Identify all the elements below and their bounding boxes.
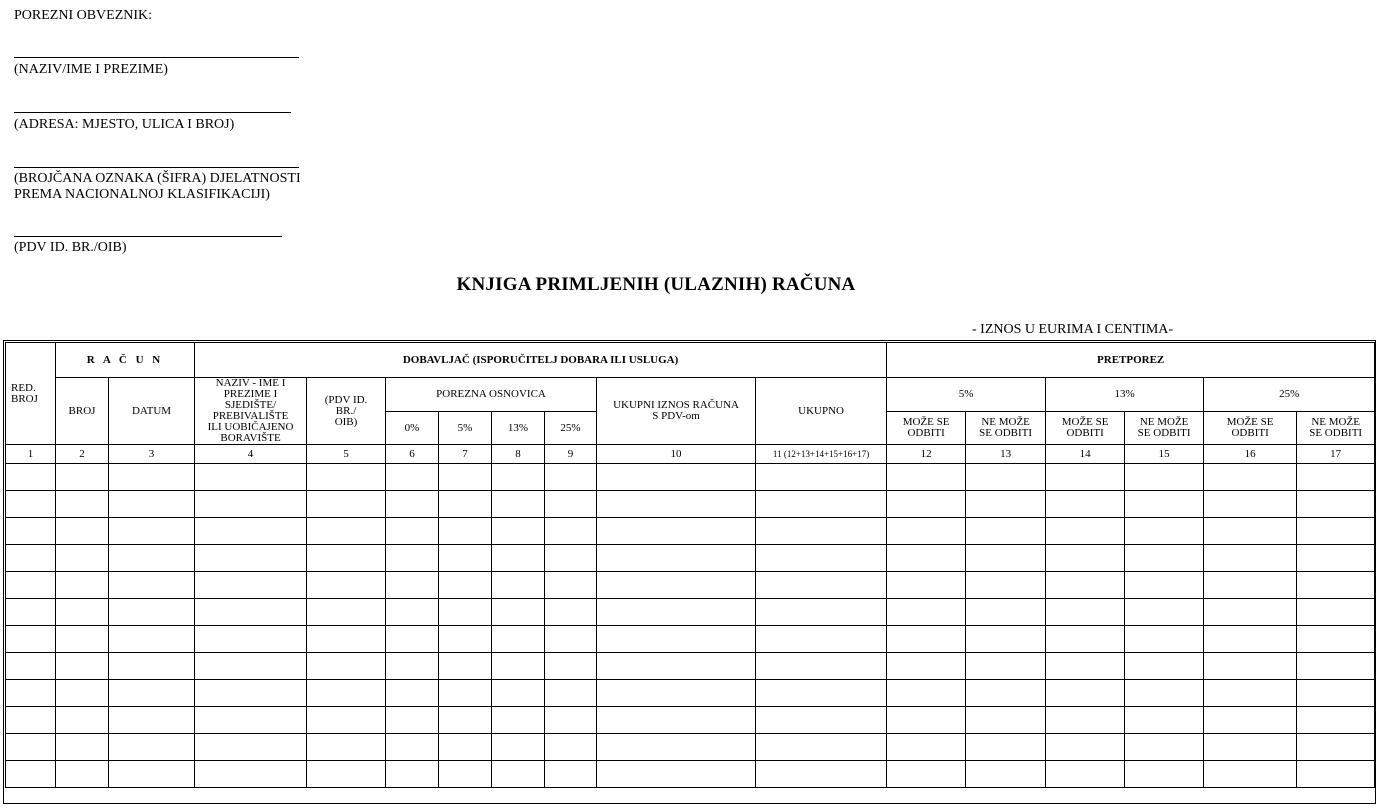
entry-cell[interactable] [56,464,109,491]
currency-note: - IZNOS U EURIMA I CENTIMA- [972,322,1174,337]
entry-cell[interactable] [6,464,56,491]
entry-cell[interactable] [1046,491,1125,518]
entry-cell[interactable] [1297,464,1375,491]
entry-cell[interactable] [1297,599,1375,626]
table-row [6,653,1375,680]
entry-cell[interactable] [1125,653,1204,680]
entry-cell[interactable] [6,518,56,545]
entry-cell[interactable] [597,707,756,734]
entry-cell[interactable] [307,707,386,734]
entry-cell[interactable] [6,707,56,734]
entry-cell[interactable] [195,734,307,761]
entry-cell[interactable] [439,464,492,491]
entry-cell[interactable] [545,572,597,599]
entry-cell[interactable] [1204,761,1297,788]
entry-cell[interactable] [597,761,756,788]
entry-cell[interactable] [386,653,439,680]
entry-cell[interactable] [195,518,307,545]
page-title: KNJIGA PRIMLJENIH (ULAZNIH) RAČUNA [456,274,856,295]
entry-cell[interactable] [887,491,966,518]
entry-cell[interactable] [1297,734,1375,761]
entry-cell[interactable] [545,518,597,545]
entry-cell[interactable] [439,545,492,572]
entry-cell[interactable] [492,464,545,491]
entry-cell[interactable] [966,572,1046,599]
header-ukupno: UKUPNO [756,378,887,445]
entry-cell[interactable] [756,464,887,491]
header-red-broj: RED. BROJ [6,343,56,445]
entry-cell[interactable] [195,491,307,518]
entry-cell[interactable] [756,518,887,545]
header-pretporez-25: 25% [1204,378,1375,412]
header-moze-25: MOŽE SE ODBITI [1204,412,1297,445]
entry-cell[interactable] [386,626,439,653]
entry-cell[interactable] [56,599,109,626]
entry-cell[interactable] [1125,761,1204,788]
entry-cell[interactable] [6,491,56,518]
entry-cell[interactable] [109,680,195,707]
entry-cell[interactable] [966,545,1046,572]
table-row [6,680,1375,707]
header-moze-13: MOŽE SE ODBITI [1046,412,1125,445]
entry-cell[interactable] [756,734,887,761]
entry-cell[interactable] [1125,464,1204,491]
table-row [6,707,1375,734]
column-number: 2 [56,445,109,464]
column-number: 15 [1125,445,1204,464]
entry-cell[interactable] [56,518,109,545]
entry-cell[interactable] [56,761,109,788]
entry-cell[interactable] [195,761,307,788]
entry-cell[interactable] [966,653,1046,680]
entry-cell[interactable] [1297,626,1375,653]
entry-cell[interactable] [887,518,966,545]
entry-cell[interactable] [1297,680,1375,707]
column-number: 4 [195,445,307,464]
entry-cell[interactable] [597,653,756,680]
entry-cell[interactable] [1125,626,1204,653]
entry-cell[interactable] [439,491,492,518]
entry-cell[interactable] [6,761,56,788]
entry-cell[interactable] [109,734,195,761]
entry-cell[interactable] [1046,653,1125,680]
activity-caption-line2: PREMA NACIONALNOJ KLASIFIKACIJI) [14,187,270,202]
entry-cell[interactable] [386,464,439,491]
entry-cell[interactable] [307,491,386,518]
entry-cell[interactable] [56,707,109,734]
entry-cell[interactable] [1204,680,1297,707]
entry-cell[interactable] [887,464,966,491]
table-row [6,626,1375,653]
entry-cell[interactable] [6,626,56,653]
entry-cell[interactable] [1297,572,1375,599]
entry-cell[interactable] [195,545,307,572]
entry-cell[interactable] [439,518,492,545]
entry-cell[interactable] [492,707,545,734]
column-number: 14 [1046,445,1125,464]
entry-cell[interactable] [109,761,195,788]
entry-cell[interactable] [1046,626,1125,653]
entry-cell[interactable] [1046,707,1125,734]
entry-cell[interactable] [887,707,966,734]
entry-cell[interactable] [307,599,386,626]
entry-cell[interactable] [307,680,386,707]
entry-cell[interactable] [386,518,439,545]
entry-cell[interactable] [386,734,439,761]
entry-cell[interactable] [1204,572,1297,599]
header-pdv-id: (PDV ID. BR./ OIB) [307,378,386,445]
table-row [6,518,1375,545]
header-broj: BROJ [56,378,109,445]
column-number: 6 [386,445,439,464]
entry-cell[interactable] [756,680,887,707]
entry-cell[interactable] [56,626,109,653]
header-racun: R A Č U N [56,343,195,378]
entry-cell[interactable] [1125,707,1204,734]
entry-cell[interactable] [597,518,756,545]
entry-cell[interactable] [492,545,545,572]
entry-cell[interactable] [1297,761,1375,788]
column-number: 3 [109,445,195,464]
entry-cell[interactable] [195,653,307,680]
header-ne-moze-5: NE MOŽE SE ODBITI [966,412,1046,445]
entry-cell[interactable] [109,518,195,545]
entry-cell[interactable] [439,653,492,680]
entry-cell[interactable] [966,734,1046,761]
address-caption: (ADRESA: MJESTO, ULICA I BROJ) [14,117,235,132]
entry-cell[interactable] [6,572,56,599]
entry-cell[interactable] [545,464,597,491]
entry-cell[interactable] [56,734,109,761]
entry-cell[interactable] [545,491,597,518]
entry-cell[interactable] [1297,491,1375,518]
column-number-row [6,445,1375,464]
entry-cell[interactable] [1046,599,1125,626]
entry-cell[interactable] [6,545,56,572]
entry-cell[interactable] [1046,680,1125,707]
entry-cell[interactable] [1046,761,1125,788]
entry-cell[interactable] [307,464,386,491]
entry-cell[interactable] [1204,626,1297,653]
entry-cell[interactable] [756,572,887,599]
entry-cell[interactable] [545,626,597,653]
entry-cell[interactable] [109,707,195,734]
entry-cell[interactable] [439,680,492,707]
header-porezna-osnovica: POREZNA OSNOVICA [386,378,597,412]
entry-cell[interactable] [386,761,439,788]
entry-cell[interactable] [195,626,307,653]
entry-cell[interactable] [492,734,545,761]
entry-cell[interactable] [1046,518,1125,545]
ledger-table [5,342,1375,788]
entry-cell[interactable] [597,599,756,626]
name-caption: (NAZIV/IME I PREZIME) [14,62,168,77]
header-dobavljac: DOBAVLJAČ (ISPORUČITELJ DOBARA ILI USLUGA) [195,343,887,378]
entry-cell[interactable] [439,626,492,653]
entry-cell[interactable] [439,572,492,599]
entry-cell[interactable] [887,599,966,626]
entry-cell[interactable] [545,545,597,572]
header-moze-5: MOŽE SE ODBITI [887,412,966,445]
entry-cell[interactable] [1297,653,1375,680]
name-line [14,57,299,58]
column-number: 1 [6,445,56,464]
entry-cell[interactable] [307,545,386,572]
entry-cell[interactable] [545,599,597,626]
entry-cell[interactable] [109,491,195,518]
entry-cell[interactable] [966,491,1046,518]
entry-cell[interactable] [492,599,545,626]
entry-cell[interactable] [887,761,966,788]
table-row [6,491,1375,518]
entry-cell[interactable] [109,653,195,680]
entry-cell[interactable] [56,491,109,518]
entry-cell[interactable] [386,680,439,707]
entry-cell[interactable] [1204,599,1297,626]
entry-cell[interactable] [1125,680,1204,707]
column-number: 7 [439,445,492,464]
entry-cell[interactable] [756,626,887,653]
entry-cell[interactable] [56,653,109,680]
entry-cell[interactable] [492,572,545,599]
entry-cell[interactable] [6,680,56,707]
entry-cell[interactable] [492,653,545,680]
entry-cell[interactable] [887,680,966,707]
column-number: 9 [545,445,597,464]
entry-cell[interactable] [1125,518,1204,545]
entry-cell[interactable] [887,734,966,761]
entry-cell[interactable] [386,599,439,626]
entry-cell[interactable] [966,680,1046,707]
entry-cell[interactable] [439,599,492,626]
entry-cell[interactable] [56,545,109,572]
entry-cell[interactable] [597,464,756,491]
header-osnovica-5: 5% [439,412,492,445]
table-row [6,464,1375,491]
table-row [6,572,1375,599]
entry-cell[interactable] [1046,734,1125,761]
entry-cell[interactable] [545,653,597,680]
entry-cell[interactable] [56,572,109,599]
entry-cell[interactable] [887,545,966,572]
entry-cell[interactable] [307,761,386,788]
entry-cell[interactable] [966,761,1046,788]
entry-cell[interactable] [887,653,966,680]
header-osnovica-13: 13% [492,412,545,445]
entry-cell[interactable] [109,545,195,572]
entry-cell[interactable] [386,707,439,734]
header-pretporez: PRETPOREZ [887,343,1375,378]
entry-cell[interactable] [1204,734,1297,761]
entry-cell[interactable] [1297,518,1375,545]
entry-cell[interactable] [597,572,756,599]
entry-cell[interactable] [307,734,386,761]
entry-cell[interactable] [1204,518,1297,545]
entry-cell[interactable] [307,572,386,599]
entry-cell[interactable] [1125,491,1204,518]
column-number: 8 [492,445,545,464]
header-ukupni-iznos: UKUPNI IZNOS RAČUNA S PDV-om [597,378,756,445]
entry-cell[interactable] [439,761,492,788]
vat-line [14,236,282,237]
entry-cell[interactable] [1125,545,1204,572]
entry-cell[interactable] [109,464,195,491]
entry-cell[interactable] [1046,464,1125,491]
entry-cell[interactable] [887,626,966,653]
entry-cell[interactable] [966,518,1046,545]
entry-cell[interactable] [756,653,887,680]
entry-cell[interactable] [195,680,307,707]
address-line [14,112,291,113]
entry-cell[interactable] [887,572,966,599]
header-osnovica-25: 25% [545,412,597,445]
header-ne-moze-13: NE MOŽE SE ODBITI [1125,412,1204,445]
entry-cell[interactable] [1204,545,1297,572]
entry-cell[interactable] [1204,464,1297,491]
entry-cell[interactable] [307,653,386,680]
entry-cell[interactable] [386,491,439,518]
column-number: 5 [307,445,386,464]
entry-cell[interactable] [492,518,545,545]
entry-cell[interactable] [1297,545,1375,572]
entry-cell[interactable] [492,680,545,707]
entry-cell[interactable] [492,491,545,518]
header-pretporez-5: 5% [887,378,1046,412]
entry-cell[interactable] [756,761,887,788]
entry-cell[interactable] [6,734,56,761]
entry-cell[interactable] [1204,653,1297,680]
entry-cell[interactable] [1125,599,1204,626]
table-row [6,761,1375,788]
entry-cell[interactable] [109,599,195,626]
entry-cell[interactable] [6,599,56,626]
entry-cell[interactable] [597,491,756,518]
entry-cell[interactable] [756,545,887,572]
entry-cell[interactable] [966,707,1046,734]
entry-cell[interactable] [56,680,109,707]
column-number: 16 [1204,445,1297,464]
header-ne-moze-25: NE MOŽE SE ODBITI [1297,412,1375,445]
entry-cell[interactable] [109,572,195,599]
entry-cell[interactable] [545,734,597,761]
entry-cell[interactable] [492,761,545,788]
entry-cell[interactable] [386,545,439,572]
header-naziv: NAZIV - IME I PREZIME I SJEDIŠTE/ PREBIVALIŠTE ILI UOBIČAJENO BORAVIŠTE [195,378,307,445]
entry-cell[interactable] [307,518,386,545]
entry-cell[interactable] [756,707,887,734]
column-number: 10 [597,445,756,464]
entry-cell[interactable] [1125,572,1204,599]
entry-cell[interactable] [109,626,195,653]
entry-cell[interactable] [545,680,597,707]
column-number: 13 [966,445,1046,464]
entry-cell[interactable] [966,626,1046,653]
entry-cell[interactable] [1297,707,1375,734]
entry-cell[interactable] [966,464,1046,491]
entry-cell[interactable] [439,734,492,761]
entry-cell[interactable] [195,599,307,626]
entry-cell[interactable] [756,491,887,518]
table-row [6,599,1375,626]
column-number: 17 [1297,445,1375,464]
activity-caption-line1: (BROJČANA OZNAKA (ŠIFRA) DJELATNOSTI [14,171,301,186]
entry-cell[interactable] [756,599,887,626]
entry-cell[interactable] [1204,491,1297,518]
entry-cell[interactable] [597,680,756,707]
entry-cell[interactable] [1046,572,1125,599]
entry-cell[interactable] [545,761,597,788]
header-pretporez-13: 13% [1046,378,1204,412]
header-osnovica-0: 0% [386,412,439,445]
table-row [6,545,1375,572]
column-number: 12 [887,445,966,464]
entry-cell[interactable] [1046,545,1125,572]
taxpayer-label: POREZNI OBVEZNIK: [14,8,153,23]
entry-cell[interactable] [966,599,1046,626]
entry-cell[interactable] [545,707,597,734]
entry-cell[interactable] [307,626,386,653]
entry-cell[interactable] [597,626,756,653]
entry-cell[interactable] [386,572,439,599]
entry-cell[interactable] [492,626,545,653]
entry-cell[interactable] [1125,734,1204,761]
entry-cell[interactable] [195,464,307,491]
entry-cell[interactable] [597,734,756,761]
table-row [6,734,1375,761]
vat-caption: (PDV ID. BR./OIB) [14,240,127,255]
entry-cell[interactable] [1204,707,1297,734]
entry-cell[interactable] [6,653,56,680]
entry-cell[interactable] [439,707,492,734]
entry-cell[interactable] [597,545,756,572]
entry-cell[interactable] [195,707,307,734]
column-number: 11 (12+13+14+15+16+17) [756,445,887,464]
header-datum: DATUM [109,378,195,445]
entry-cell[interactable] [195,572,307,599]
activity-line [14,167,299,168]
